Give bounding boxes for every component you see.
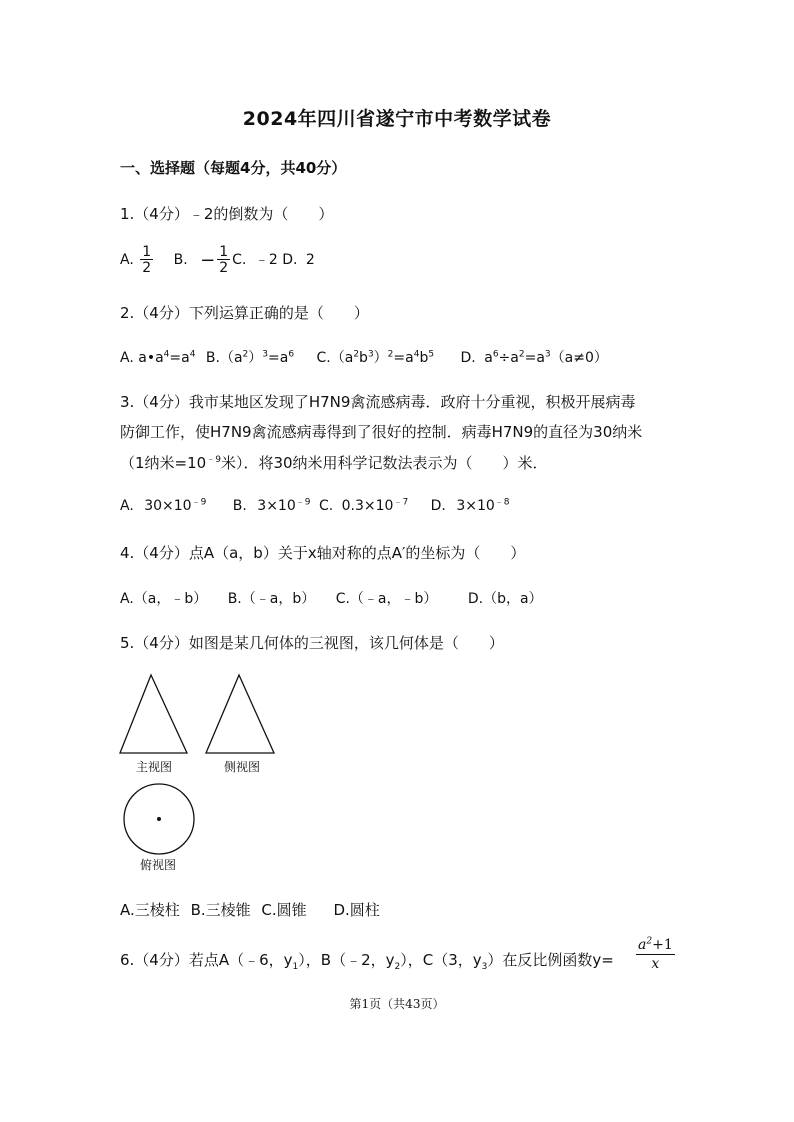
front-view-label: 主视图 (136, 760, 173, 774)
side-view-label: 侧视图 (224, 760, 261, 774)
q2-a-exp1: 4 (163, 349, 170, 360)
q3-b-text: 3×10 (257, 498, 296, 514)
q6-sub1: 1 (292, 962, 299, 972)
q6-sub2: 2 (394, 962, 401, 972)
q3-a-text: 30×10 (144, 498, 192, 514)
front-view-triangle (120, 675, 187, 753)
q3-c-text: 0.3×10 (341, 498, 394, 514)
question-3-options (120, 498, 510, 514)
q6-sub3: 3 (481, 962, 488, 972)
q2-option-c-label: C.（a (316, 350, 354, 366)
q3-option-c-label: C. (318, 498, 334, 514)
q2-a-exp2: 4 (189, 349, 196, 360)
q3-line3-exp: ﹣9 (206, 455, 221, 465)
q2-d-exp3: 3 (544, 349, 551, 360)
q1-option-a-label: A. (120, 252, 134, 268)
q3-line3-a: （1纳米=10 (120, 454, 207, 472)
q1-option-a-fraction (140, 245, 153, 275)
q1-a-den: 2 (142, 260, 152, 276)
q3-option-d-label: D. (430, 498, 446, 514)
question-2-stem: 2.（4分）下列运算正确的是（ ） (120, 304, 369, 322)
section-heading: 一、选择题（每题4分，共40分） (120, 159, 347, 177)
q2-option-a-label: A. (120, 350, 134, 366)
q1-b-sign: − (200, 249, 216, 271)
q1-b-den: 2 (219, 260, 229, 276)
q3-d-text: 3×10 (456, 498, 495, 514)
q1-option-b-label: B. (173, 252, 188, 268)
q2-b-exp1: 2 (242, 349, 249, 360)
question-5-stem: 5.（4分）如图是某几何体的三视图，该几何体是（ ） (120, 634, 504, 652)
q2-d-cond: （a≠0） (550, 350, 608, 366)
question-4-options (120, 588, 543, 608)
q2-c-exp4: 4 (413, 349, 420, 360)
q6-numerator (636, 938, 675, 955)
q6-num-a: a (638, 937, 647, 953)
q2-option-b-label: B.（a (205, 350, 243, 366)
q3-line3-b: 米）．将30纳米用科学记数法表示为（ ）米． (220, 454, 548, 472)
q2-b-exp3: 6 (288, 349, 295, 360)
question-3-line-1: 3.（4分）我市某地区发现了H7N9禽流感病毒．政府十分重视，积极开展病毒 (120, 393, 636, 411)
q2-a-text: a•a (138, 350, 164, 366)
q6-num-b: +1 (652, 937, 673, 953)
q2-d-text: a (484, 350, 493, 366)
q1-option-c-label: C. (232, 252, 247, 268)
q2-c-mid2: ） (373, 350, 388, 366)
q6-function-fraction (636, 938, 675, 971)
q3-d-exp: ﹣8 (494, 497, 510, 508)
q1-a-num: 1 (142, 244, 152, 260)
q6-stem-b: ），B（﹣2，y (298, 951, 395, 969)
q5-option-b: B.三棱锥 (190, 901, 251, 919)
top-view-label: 俯视图 (140, 858, 177, 872)
q6-stem-a: 6.（4分）若点A（﹣6，y (120, 951, 293, 969)
question-1-options (120, 245, 315, 275)
q6-denominator: x (651, 956, 660, 972)
q2-c-exp1: 2 (353, 349, 360, 360)
q5-option-c: C.圆锥 (261, 901, 307, 919)
q1-b-num: 1 (219, 244, 229, 260)
q2-b-mid: ） (248, 350, 263, 366)
question-5-options (120, 899, 380, 920)
q5-option-a: A.三棱柱 (120, 901, 180, 919)
q6-fraction (636, 938, 675, 971)
question-6-stem (120, 949, 614, 970)
q1-option-d-label: D. (282, 252, 298, 268)
q3-option-a-label: A. (120, 498, 134, 514)
q2-c-exp3: 2 (387, 349, 394, 360)
q2-a-eq: =a (169, 350, 190, 366)
q2-d-eq: =a (524, 350, 545, 366)
q3-a-exp: ﹣9 (191, 497, 207, 508)
q1-option-d-value: 2 (305, 252, 315, 268)
q4-option-a: A.（a，﹣b） (120, 591, 208, 607)
q2-c-end: b (419, 350, 429, 366)
q6-num-exp: 2 (646, 936, 653, 947)
q4-option-c: C.（﹣a，﹣b） (335, 591, 438, 607)
q4-option-b: B.（﹣a，b） (227, 591, 316, 607)
top-view-center-dot (157, 817, 161, 821)
q5-option-d: D.圆柱 (333, 901, 380, 919)
q2-option-d-label: D. (460, 350, 476, 366)
page-footer: 第1页（共43页） (349, 997, 445, 1011)
q2-c-mid: b (359, 350, 368, 366)
q6-stem-d: ）在反比例函数y= (487, 951, 614, 969)
q6-stem-c: ），C（3，y (400, 951, 482, 969)
question-3-line-2: 防御工作，使H7N9禽流感病毒得到了很好的控制．病毒H7N9的直径为30纳米 (120, 423, 643, 441)
question-1-stem: 1.（4分）﹣2的倒数为（ ） (120, 205, 334, 223)
q2-c-exp5: 5 (428, 349, 435, 360)
page-title: 2024年四川省遂宁市中考数学试卷 (242, 108, 552, 130)
q3-b-exp: ﹣9 (295, 497, 311, 508)
q2-d-mid: ÷a (498, 350, 519, 366)
q2-d-exp1: 6 (492, 349, 499, 360)
q2-c-eq: =a (393, 350, 414, 366)
q4-option-d: D.（b，a） (467, 591, 543, 607)
q2-b-eq: =a (268, 350, 289, 366)
q3-c-exp: ﹣7 (393, 497, 409, 508)
q3-option-b-label: B. (232, 498, 247, 514)
q2-d-exp2: 2 (518, 349, 525, 360)
question-3-line-3 (120, 452, 548, 473)
q2-c-exp2: 3 (367, 349, 374, 360)
question-4-stem: 4.（4分）点A（a，b）关于x轴对称的点A′的坐标为（ ） (120, 544, 526, 562)
q1-option-b-fraction (217, 245, 230, 275)
question-2-options (120, 347, 608, 367)
side-view-triangle (206, 675, 274, 753)
q2-b-exp2: 3 (262, 349, 268, 360)
q1-option-c-value: ﹣2 (254, 252, 278, 268)
